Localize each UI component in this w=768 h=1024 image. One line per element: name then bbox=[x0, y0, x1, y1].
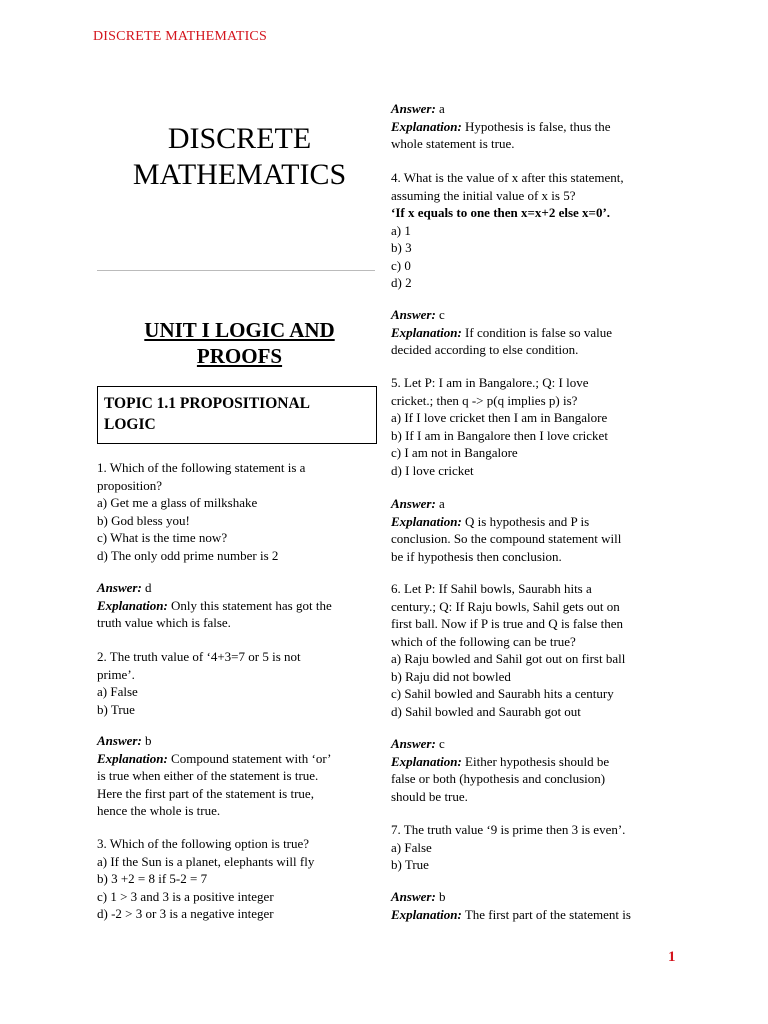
running-header: DISCRETE MATHEMATICS bbox=[93, 29, 267, 44]
answer-4: Answer: c Explanation: If condition is false so value decided according to else condition. bbox=[391, 307, 612, 357]
unit-heading: UNIT I LOGIC AND PROOFS bbox=[144, 318, 335, 368]
question-4: 4. What is the value of x after this statement, assuming the initial value of x is 5? ‘If x equals to one then x=x+2 else x=0’. a) 1 b) 3 c) 0 d) 2 bbox=[391, 170, 624, 290]
title-divider bbox=[97, 270, 375, 271]
question-1: 1. Which of the following statement is a proposition? a) Get me a glass of milkshake b) God bless you! c) What is the time now? d) The only odd prime number is 2 bbox=[97, 460, 306, 563]
question-5: 5. Let P: I am in Bangalore.; Q: I love cricket.; then q -> p(q implies p) is? a) If I love cricket then I am in Bangalore b) If I am in Bangalore then I love cricket c) I am not in Bangalore d) I love cricket bbox=[391, 375, 608, 478]
answer-5: Answer: a Explanation: Q is hypothesis and P is conclusion. So the compound statement will be if hypothesis then conclusion. bbox=[391, 496, 622, 564]
answer-3: Answer: a Explanation: Hypothesis is false, thus the whole statement is true. bbox=[391, 101, 611, 151]
answer-1: Answer: d Explanation: Only this statement has got the truth value which is false. bbox=[97, 580, 332, 630]
answer-7: Answer: b Explanation: The first part of the statement is bbox=[391, 889, 631, 922]
question-6: 6. Let P: If Sahil bowls, Saurabh hits a century.; Q: If Raju bowls, Sahil gets out on first ball. Now if P is true and Q is false then which of the following can be true? a) Raju bowled and Sahil got out on first ball b) Raju did not bowled c) Sahil bowled and Saurabh hits a century d) Sahil bowled and Saurabh got out bbox=[391, 581, 626, 719]
answer-2: Answer: b Explanation: Compound statement with ‘or’ is true when either of the statement is true. Here the first part of the statement is true, hence the whole is true. bbox=[97, 733, 332, 818]
topic-heading-box: TOPIC 1.1 PROPOSITIONAL LOGIC bbox=[97, 386, 377, 444]
page-number: 1 bbox=[668, 949, 676, 965]
question-3: 3. Which of the following option is true? a) If the Sun is a planet, elephants will fly b) 3 +2 = 8 if 5-2 = 7 c) 1 > 3 and 3 is a positive integer d) -2 > 3 or 3 is a negative integer bbox=[97, 836, 315, 921]
answer-6: Answer: c Explanation: Either hypothesis should be false or both (hypothesis and conclusion) should be true. bbox=[391, 736, 610, 804]
document-title: DISCRETE MATHEMATICS bbox=[132, 122, 347, 191]
question-2: 2. The truth value of ‘4+3=7 or 5 is not prime’. a) False b) True bbox=[97, 649, 301, 717]
question-7: 7. The truth value ‘9 is prime then 3 is even’. a) False b) True bbox=[391, 822, 626, 872]
